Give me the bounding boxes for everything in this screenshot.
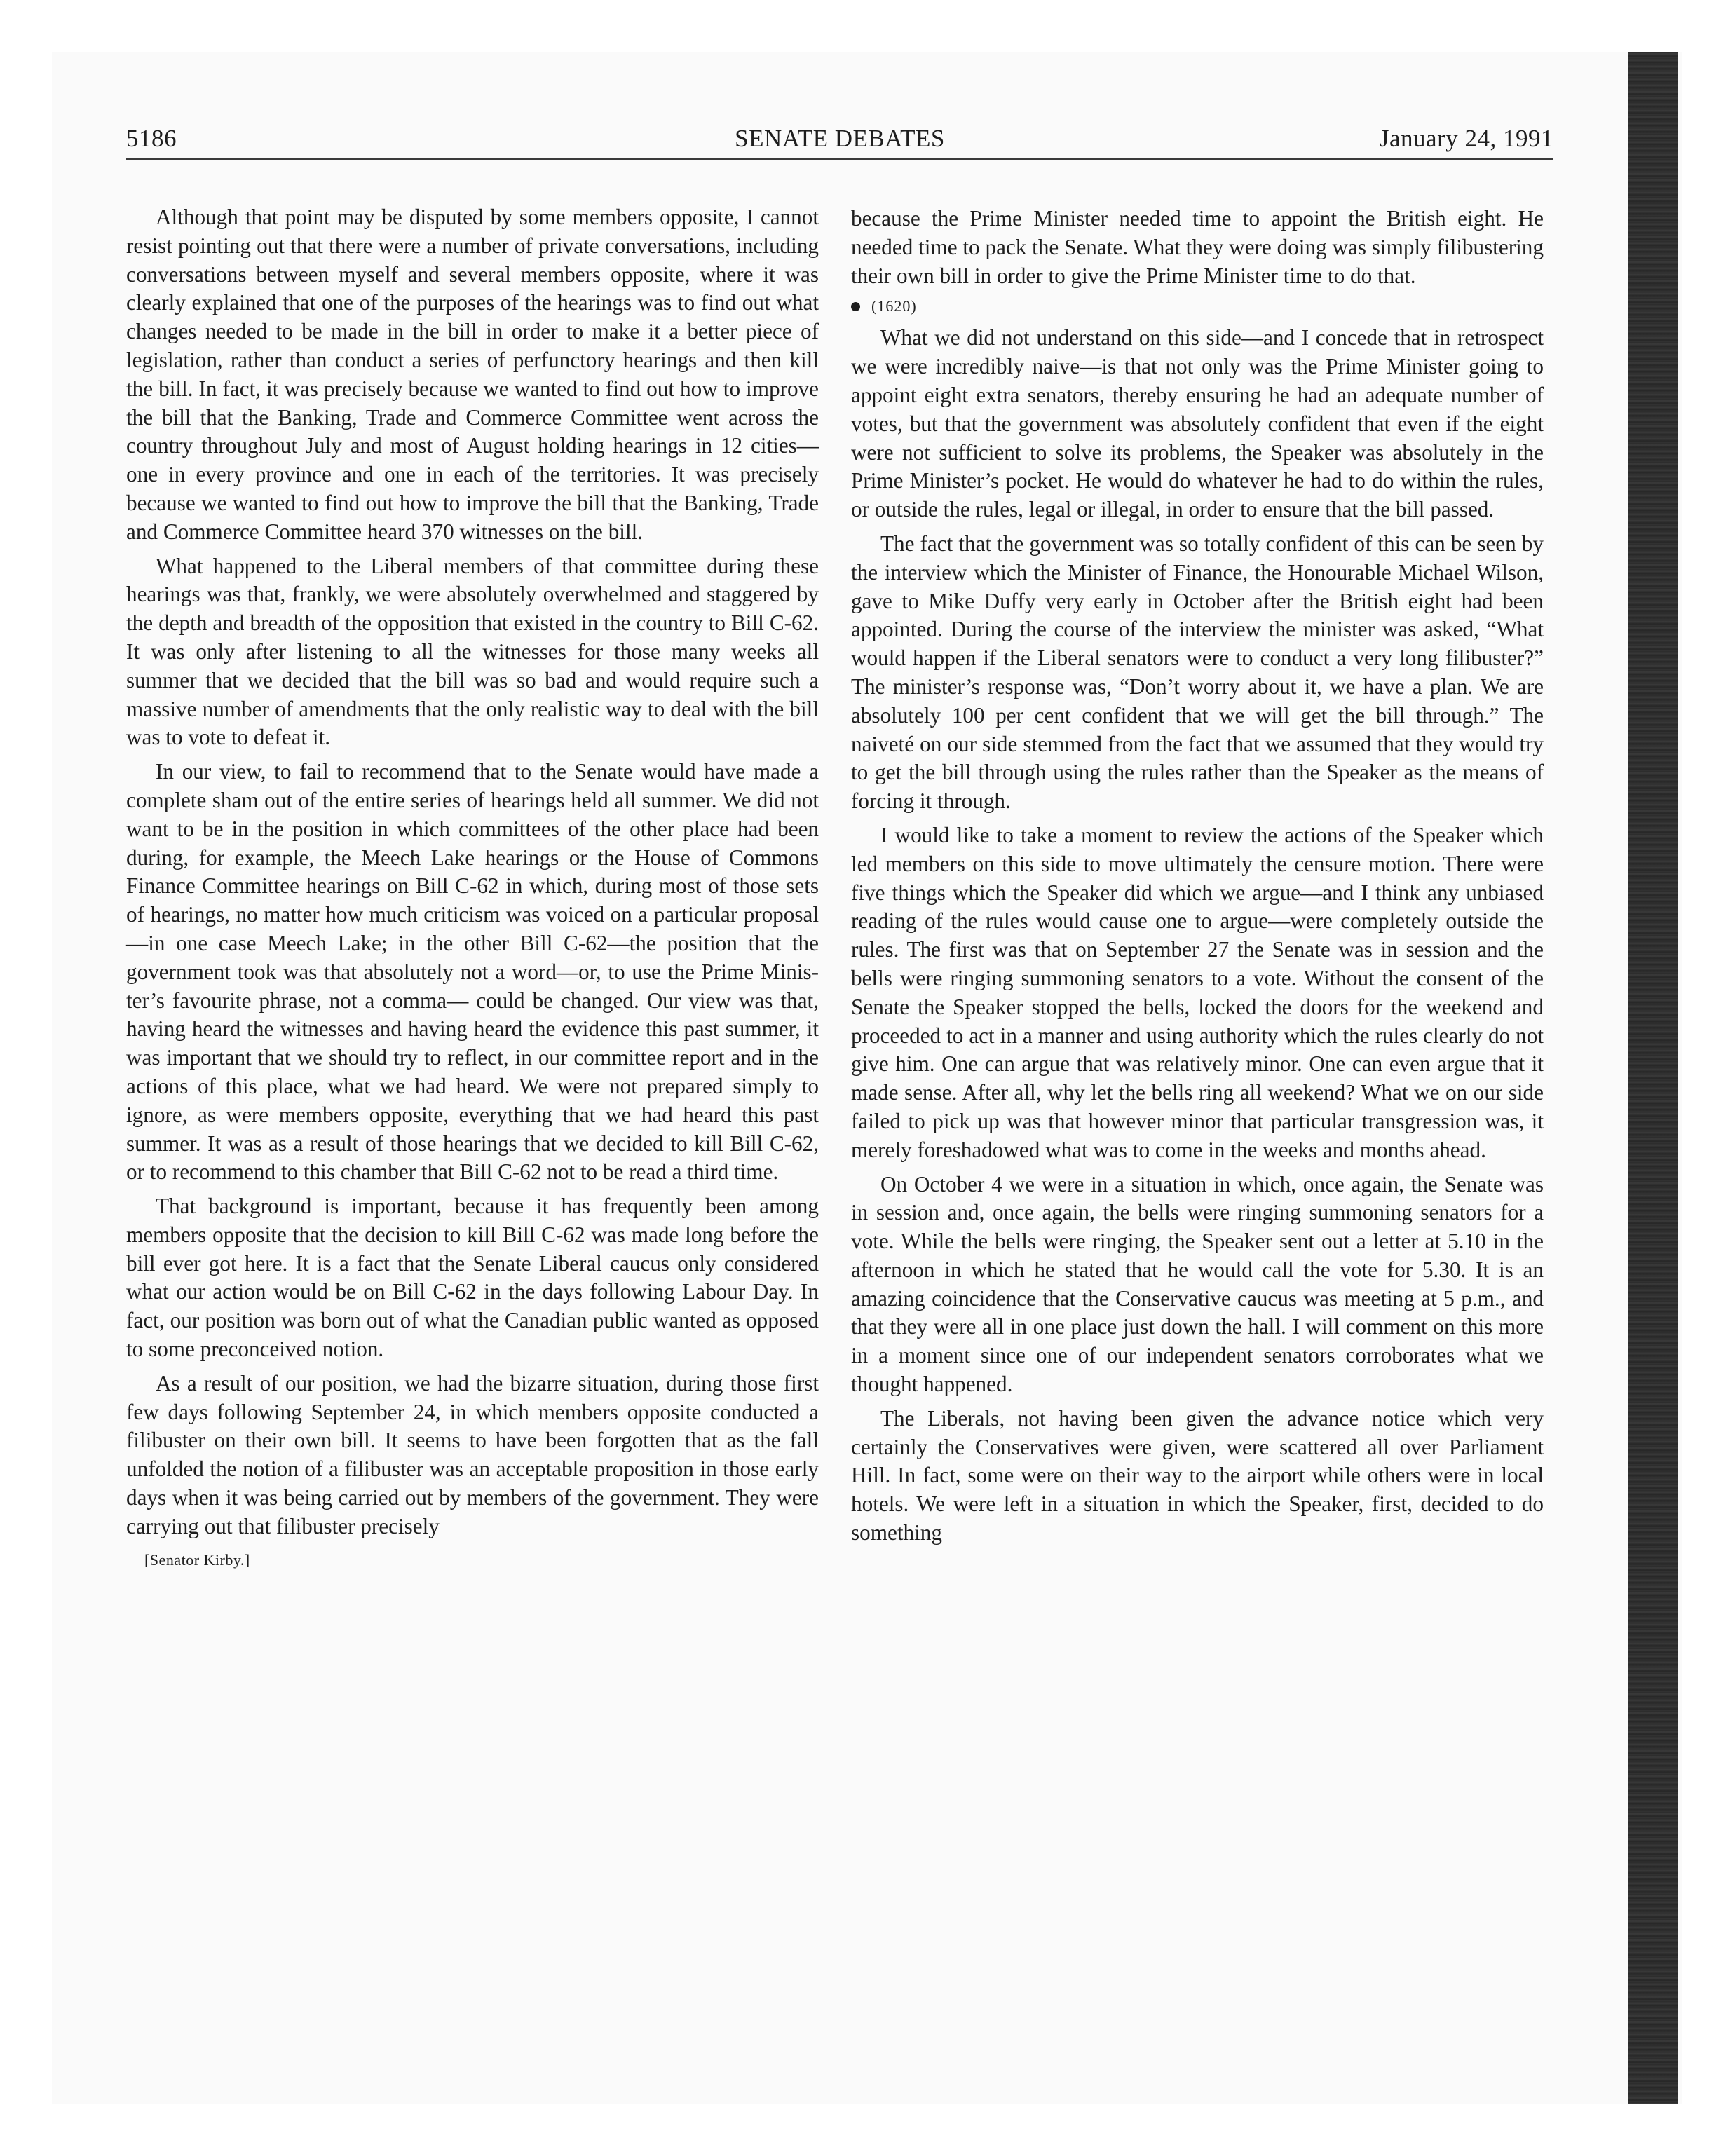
- paragraph: What happened to the Liberal members of that committee during these hearings was that, frankly, we were absolutely overwhelmed and staggered by the depth and breadth of the opposition that existed in the country to Bill C-62. It was only after listening to all the witnesses for those many weeks all summer that we decided that the bill was so bad and would require such a massive number of amendments that the only realistic way to deal with the bill was to vote to defeat it.: [126, 553, 819, 750]
- speaker-tag: [Senator Kirby.]: [144, 1550, 250, 1569]
- paragraph: On October 4 we were in a situation in which, once again, the Senate was in session and, once again, the bells were ringing summoning senators for a vote. While the bells were ringing, the Speaker sent out a letter at 5.10 in the afternoon in which he stated that he would call the vote for 5.30. It is an amazing coincidence that the Conservative caucus was meeting at 5 p.m., and that they were all in one place just down the hall. I will comment on this more in a moment since one of our independent senators corroborates what we thought happened.: [851, 1171, 1544, 1397]
- time-marker: [851, 296, 1544, 317]
- paragraph: I would like to take a moment to review the actions of the Speaker which led members on this side to move ultimately the censure motion. There were five things which the Speaker did which we argue—and I think any unbiased reading of the rules would cause one to argue—were completely outside the rules. The first was that on September 27 the Senate was in session and the bells were ringing summoning senators to a vote. Without the consent of the Senate the Speaker stopped the bells, locked the doors for the weekend and proceeded to act in a manner and using authority which the rules clearly do not give him. One can argue that was relatively minor. One can even argue that it made sense. After all, why let the bells ring all weekend? What we on our side failed to pick up was that however minor that particular transgression was, it merely foreshadowed what was to come in the weeks and months ahead.: [851, 822, 1544, 1162]
- left-column: [126, 203, 819, 1571]
- header-rule: [126, 158, 1553, 160]
- bullet-icon: [851, 302, 860, 311]
- paragraph-continuation: because the Prime Minister needed time to appoint the British eight. He needed time to pack the Senate. What they were doing was simply filibustering their own bill in order to give the Prime Minister time to do that.: [851, 206, 1544, 288]
- page-number: 5186: [126, 125, 177, 152]
- paragraph: In our view, to fail to recommend that to the Senate would have made a complete sham out of the entire series of hearings held all summer. We did not want to be in the position in which committees of the other place had been during, for example, the Meech Lake hearings or the House of Commons Finance Committee hearings on Bill C-62 in which, during most of those sets of hearings, no matter how much criticism was voiced on a particular proposal—in one case Meech Lake; in the other Bill C-62—the position that the government took was that absolutely not a word—or, to use the Prime Minister’s favourite phrase, not a comma— could be changed. Our view was that, having heard the witnesses and having heard the evidence this past summer, it was important that we should try to reflect, in our committee report and in the actions of this place, what we had heard. We were not prepared simply to ignore, as were members opposite, everything that we had heard this past summer. It was as a result of those hearings that we decided to kill Bill C-62, or to recommend to this chamber that Bill C-62 not to be read a third time.: [126, 759, 819, 1185]
- publication-title: SENATE DEBATES: [735, 125, 945, 152]
- paragraph: Although that point may be disputed by some members opposite, I cannot resist pointing out that there were a number of private conversations, including conversations between myself and several members opposite, where it was clearly explained that one of the purposes of the hearings was to find out what changes needed to be made in the bill in order to make it a better piece of legislation, rather than conduct a series of perfunctory hearings and then kill the bill. In fact, it was precisely because we wanted to find out how to improve the bill that the Banking, Trade and Commerce Committee went across the country throughout July and most of August holding hearings in 12 cities—one in every province and one in each of the territories. It was precisely because we wanted to find out how to improve the bill that the Banking, Trade and Commerce Committee heard 370 witnesses on the bill.: [126, 205, 819, 544]
- paragraph: The fact that the government was so totally confident of this can be seen by the interview which the Minister of Finance, the Honourable Michael Wilson, gave to Mike Duffy very early in October after the British eight had been appointed. During the course of the interview the minister was asked, “What would happen if the Liberal senators were to conduct a very long filibuster?” The minister’s response was, “Don’t worry about it, we have a plan. We are absolutely 100 per cent confident that we will get the bill through.” The naiveté on our side stemmed from the fact that we assumed that they would try to get the bill through using the rules rather than the Speaker as the means of forcing it through.: [851, 531, 1544, 814]
- running-head: [126, 125, 1553, 158]
- issue-date: January 24, 1991: [1379, 125, 1553, 152]
- right-column: [851, 205, 1544, 1553]
- paragraph: The Liberals, not having been given the advance notice which very certainly the Conservatives were given, were scattered all over Parliament Hill. In fact, some were on their way to the airport while others were in local hotels. We were left in a situation in which the Speaker, first, decided to do something: [851, 1405, 1544, 1546]
- time-marker-label: (1620): [871, 297, 917, 315]
- scan-edge-shadow: [1628, 52, 1678, 2104]
- paragraph: As a result of our position, we had the bizarre situation, during those first few days following September 24, in which members opposite conducted a filibuster on their own bill. It seems to have been forgotten that as the fall unfolded the notion of a filibuster was an acceptable proposition in those early days when it was being carried out by members of the government. They were carrying out that filibuster precisely: [126, 1370, 819, 1538]
- paragraph: That background is important, because it has frequently been among members opposite that the decision to kill Bill C-62 was made long before the bill ever got here. It is a fact that the Senate Liberal caucus only considered what our action would be on Bill C-62 in the days following Labour Day. In fact, our position was born out of what the Canadian public wanted as opposed to some preconceived notion.: [126, 1194, 819, 1362]
- paragraph: What we did not understand on this side—and I concede that in retrospect we were incredibly naive—is that not only was the Prime Minister going to appoint eight extra senators, thereby ensuring he had an adequate number of votes, but that the government was absolutely confident that even if the eight were not sufficient to solve its problems, the Speaker was absolutely in the Prime Minister’s pocket. He would do whatever he had to do within the rules, or outside the rules, legal or illegal, in order to ensure that the bill passed.: [851, 325, 1544, 522]
